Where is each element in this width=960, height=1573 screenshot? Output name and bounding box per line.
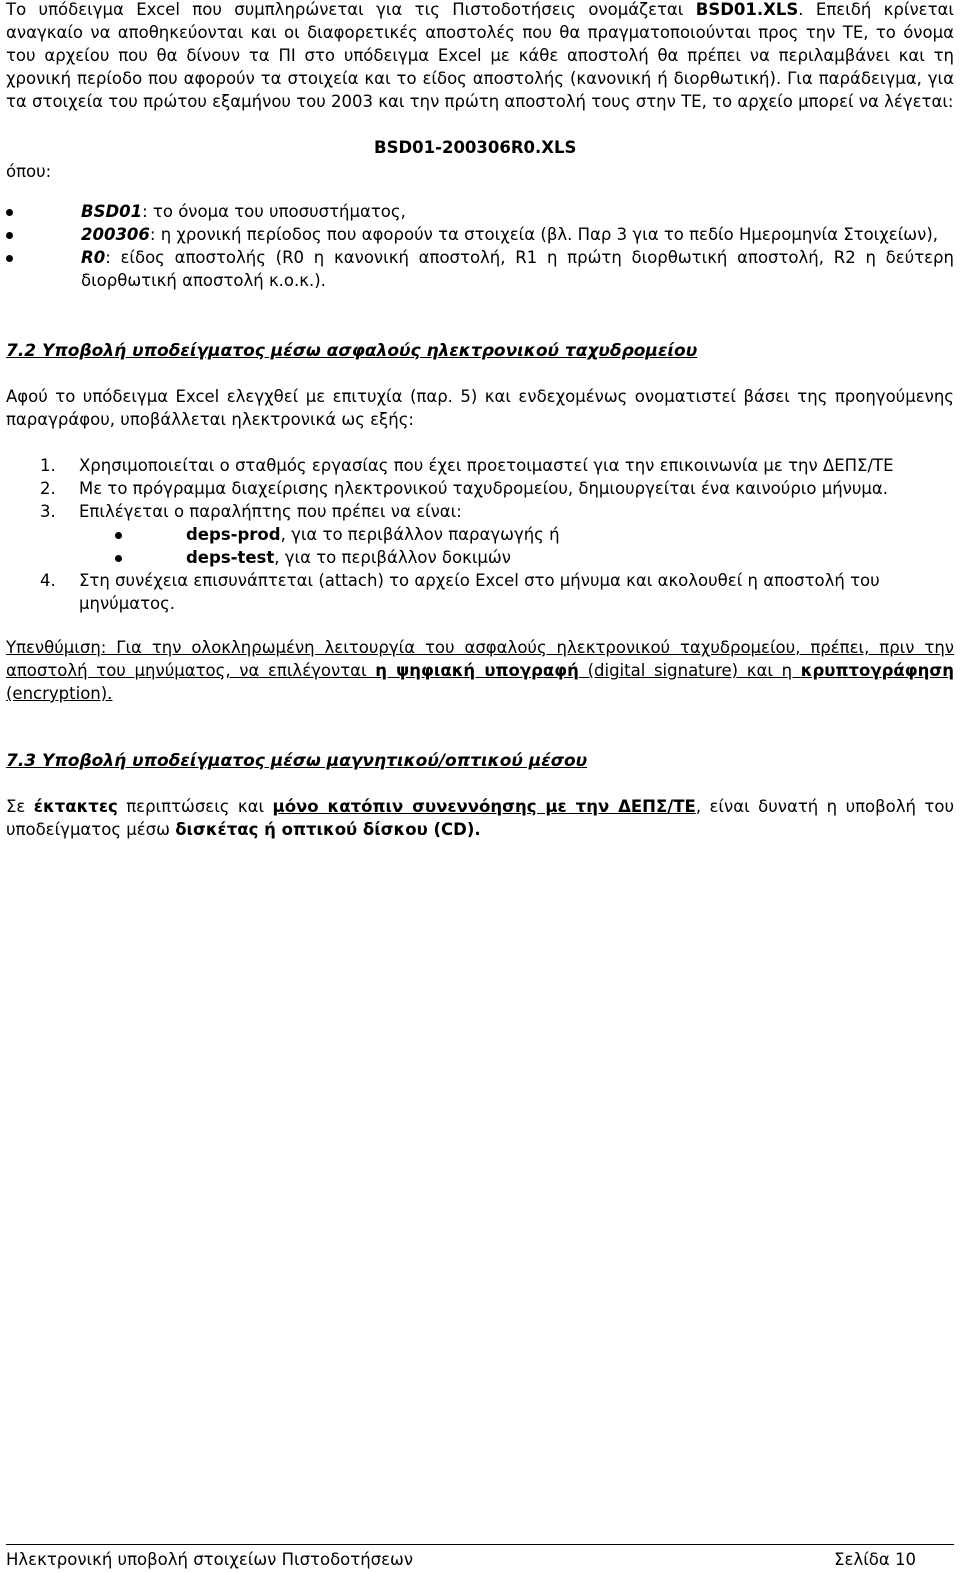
bullet-icon (6, 232, 13, 239)
definition-term: R0 (81, 248, 106, 267)
recipient-item (6, 523, 954, 546)
definition-item (6, 246, 954, 292)
paragraph-bold: δισκέτας ή οπτικού δίσκου (CD). (175, 820, 481, 839)
intro-text: Το υπόδειγμα Excel που συμπληρώνεται για τις Πιστοδοτήσεις ονομάζεται (6, 0, 696, 19)
paragraph-bold: έκτακτες (33, 797, 118, 816)
definition-term: BSD01 (81, 202, 143, 221)
step-text: Επιλέγεται ο παραλήπτης που πρέπει να είναι: (79, 502, 462, 521)
paragraph-text: , είναι δυνατή η υποβολή του υποδείγματος μέσω (6, 797, 955, 839)
example-filename: BSD01-200306R0.XLS (374, 138, 577, 157)
recipient-text: , για το περιβάλλον παραγωγής ή (280, 525, 560, 544)
page-number: Σελίδα 10 (834, 1550, 916, 1569)
step-text: Στη συνέχεια επισυνάπτεται (attach) το αρχείο Excel στο μήνυμα και ακολουθεί η αποστολή του μηνύματος. (79, 571, 880, 613)
intro-text-cont: . Επειδή κρίνεται αναγκαίο να αποθηκεύονται και οι διαφορετικές αποστολές που θα πραγματοποιούνται προς την ΤΕ, το όνομα του αρχείου που θα δίνουν τα ΠΙ στο υπόδειγμα Excel με κάθε αποστολή θα πρέπει να περιλαμβάνει και τη χρονική περίοδο που αφορούν τα στοιχεία και το είδος αποστολής (κανονική ή διορθωτική). Για παράδειγμα, για τα στοιχεία του πρώτου εξαμήνου του 2003 και την πρώτη αποστολή τους στην ΤΕ, το αρχείο μπορεί να λέγεται: (6, 0, 954, 111)
step-number: 1. (40, 456, 56, 475)
step-item (6, 454, 954, 477)
recipient-item (6, 546, 954, 569)
reminder-note (6, 636, 954, 705)
footer-title: Ηλεκτρονική υποβολή στοιχείων Πιστοδοτήσεων (6, 1550, 414, 1569)
definition-text: : η χρονική περίοδος που αφορούν τα στοιχεία (βλ. Παρ 3 για το πεδίο Ημερομηνία Στοιχείων), (149, 225, 939, 244)
steps-list (6, 454, 954, 615)
note-text: Υπενθύμιση: Για την ολοκληρωμένη λειτουργία του ασφαλούς ηλεκτρονικού ταχυδρομείου, πρέπει, πριν την αποστολή του μηνύματος, να επιλέγονται (6, 638, 954, 680)
step-item (6, 500, 954, 523)
bullet-icon (115, 532, 122, 539)
section-7-2-paragraph: Αφού το υπόδειγμα Excel ελεγχθεί με επιτυχία (παρ. 5) και ενδεχομένως ονοματιστεί βάσει της προηγούμενης παραγράφου, υποβάλλεται ηλεκτρονικά ως εξής: (6, 387, 954, 429)
step-item (6, 477, 954, 500)
definition-term: 200306 (81, 225, 150, 244)
page-footer (6, 1548, 916, 1571)
step-number: 2. (40, 479, 56, 498)
step-text: Χρησιμοποιείται ο σταθμός εργασίας που έχει προετοιμαστεί για την επικοινωνία με την ΔΕΠΣ/ΤΕ (79, 456, 894, 475)
bullet-icon (115, 555, 122, 562)
paragraph-text: Σε (6, 797, 34, 816)
section-heading-7-3: 7.3 Υποβολή υποδείγματος μέσω μαγνητικού/οπτικού μέσου (6, 751, 588, 771)
step-number: 3. (40, 502, 56, 521)
definition-item (6, 223, 954, 246)
paragraph-bold-underlined: μόνο κατόπιν συνεννόησης με την ΔΕΠΣ/ΤΕ (272, 797, 696, 816)
step-text: Με το πρόγραμμα διαχείρισης ηλεκτρονικού ταχυδρομείου, δημιουργείται ένα καινούριο μήνυμα. (79, 479, 889, 498)
recipient-name: deps-prod (186, 525, 281, 544)
paragraph-text: περιπτώσεις και (117, 797, 273, 816)
definition-text: : είδος αποστολής (R0 η κανονική αποστολή, R1 η πρώτη διορθωτική αποστολή, R2 η δεύτερη διορθωτική αποστολή κ.ο.κ.). (81, 248, 954, 290)
footer-divider (6, 1544, 954, 1545)
definition-item (6, 200, 954, 223)
note-bold: η ψηφιακή υπογραφή (375, 661, 579, 680)
definitions-list (6, 200, 954, 292)
filename-example-row (6, 136, 954, 186)
intro-paragraph (6, 0, 954, 113)
section-7-3-paragraph (6, 795, 954, 841)
intro-filename: BSD01.XLS (695, 0, 799, 19)
recipient-text: , για το περιβάλλον δοκιμών (274, 548, 511, 567)
note-text: (digital signature) και η (578, 661, 801, 680)
section-heading-7-2: 7.2 Υποβολή υποδείγματος μέσω ασφαλούς ηλεκτρονικού ταχυδρομείου (6, 341, 698, 361)
where-label: όπου: (6, 162, 52, 181)
note-text: (encryption). (6, 684, 113, 703)
bullet-icon (6, 209, 13, 216)
note-bold: κρυπτογράφηση (800, 661, 954, 680)
recipient-name: deps-test (186, 548, 275, 567)
definition-text: : το όνομα του υποσυστήματος, (142, 202, 406, 221)
step-item (6, 569, 954, 615)
bullet-icon (6, 255, 13, 262)
step-number: 4. (40, 571, 56, 590)
